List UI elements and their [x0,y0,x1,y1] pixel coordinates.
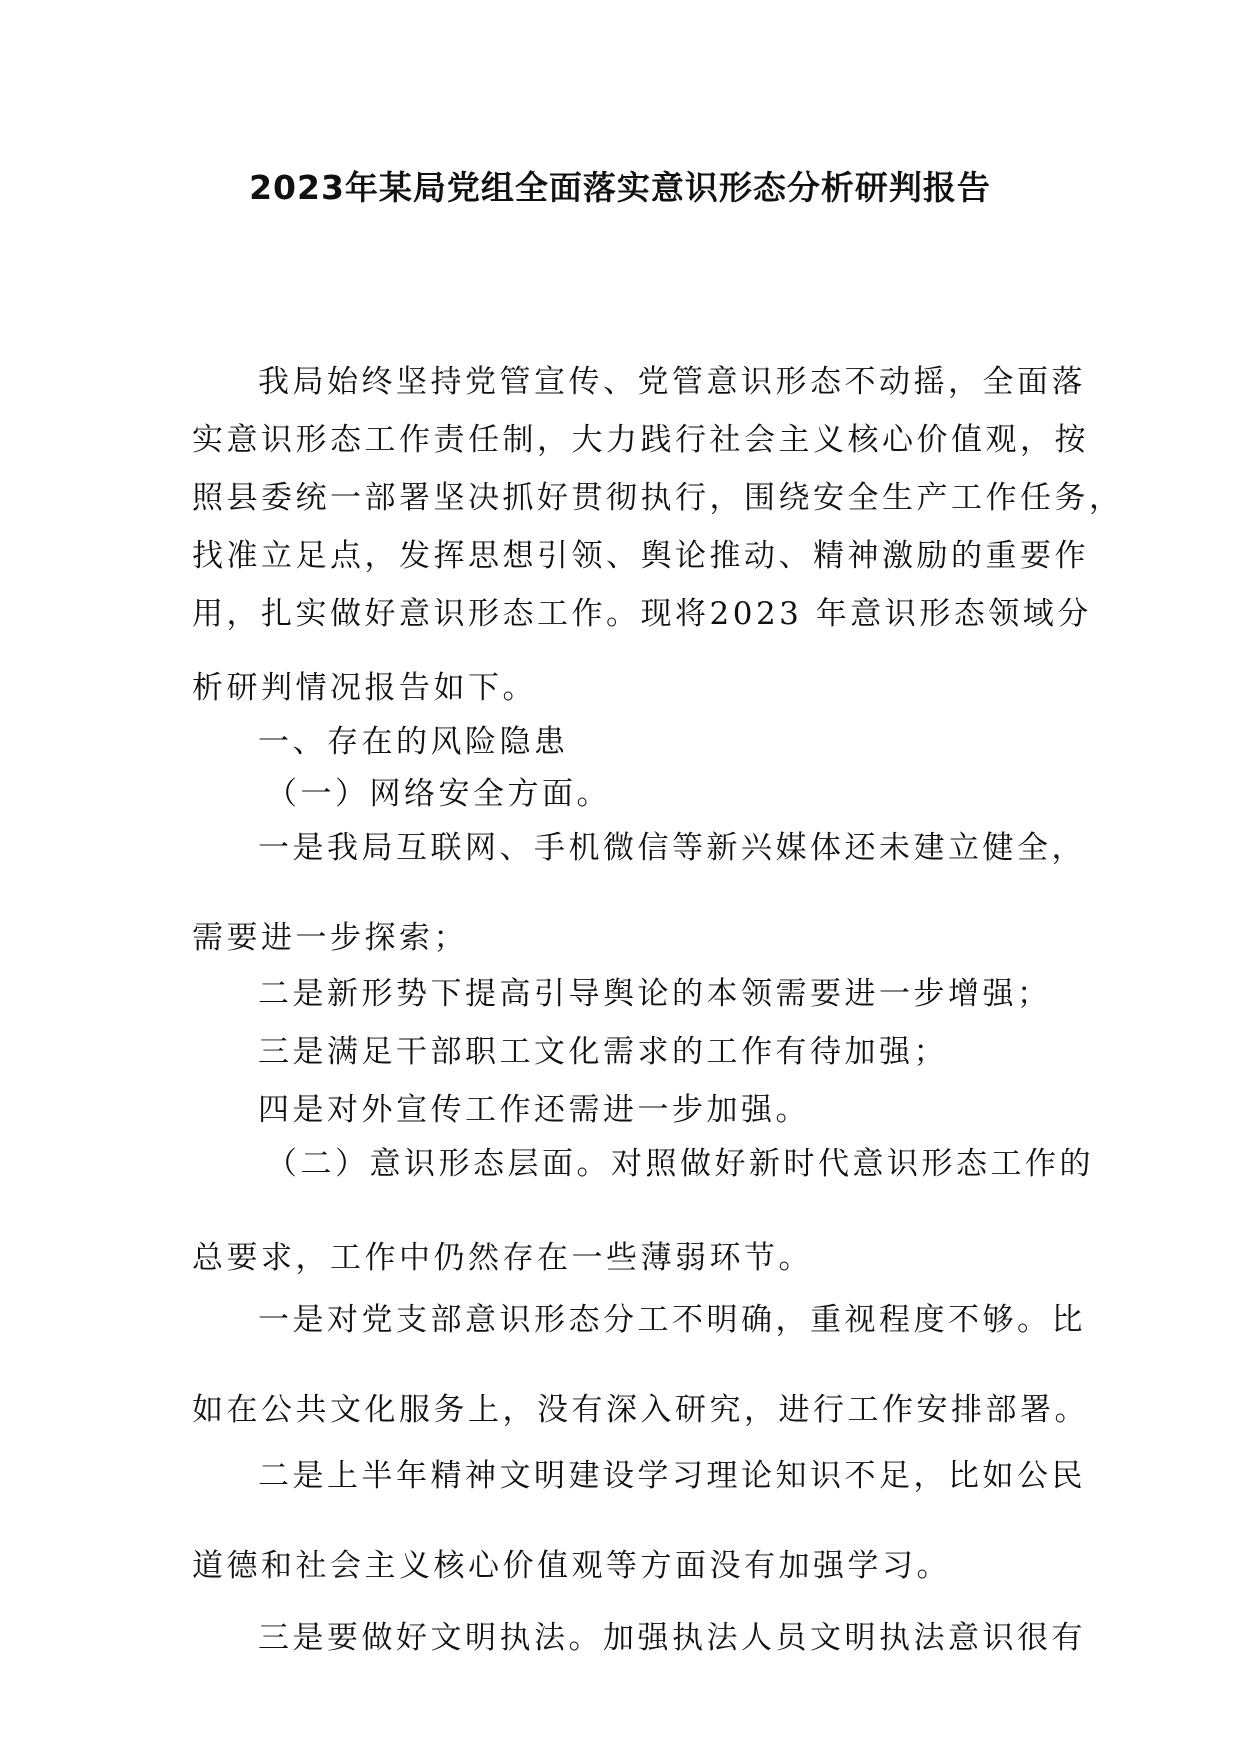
paragraph-line: 照县委统一部署坚决抓好贯彻执行，围绕安全生产工作任务， [192,480,1124,516]
paragraph-line: 用，扎实做好意识形态工作。现将2023 年意识形态领域分 [192,596,1092,632]
paragraph-line: 析研判情况报告如下。 [192,670,537,706]
subsection-heading: （一）网络安全方面。 [266,776,611,812]
document-title: 2023年某局党组全面落实意识形态分析研判报告 [249,168,991,207]
paragraph-line: 三是要做好文明执法。加强执法人员文明执法意识很有 [258,1620,1086,1656]
paragraph-line: 一是我局互联网、手机微信等新兴媒体还未建立健全， [258,830,1086,866]
paragraph-line: 四是对外宣传工作还需进一步加强。 [258,1092,810,1128]
paragraph-line: 二是新形势下提高引导舆论的本领需要进一步增强； [258,976,1052,1012]
paragraph-line: 找准立足点，发挥思想引领、舆论推动、精神激励的重要作 [192,538,1089,574]
paragraph-line: 二是上半年精神文明建设学习理论知识不足，比如公民 [258,1458,1086,1494]
paragraph-line: 需要进一步探索； [192,920,468,956]
paragraph-line: 一是对党支部意识形态分工不明确，重视程度不够。比 [258,1302,1086,1338]
paragraph-line: 道德和社会主义核心价值观等方面没有加强学习。 [192,1548,951,1584]
subsection-heading: （二）意识形态层面。对照做好新时代意识形态工作的 [266,1146,1094,1182]
paragraph-line: 三是满足干部职工文化需求的工作有待加强； [258,1034,948,1070]
paragraph-line: 实意识形态工作责任制，大力践行社会主义核心价值观，按 [192,422,1089,458]
paragraph-line: 总要求，工作中仍然存在一些薄弱环节。 [192,1240,813,1276]
paragraph-line: 如在公共文化服务上，没有深入研究，进行工作安排部署。 [192,1392,1089,1428]
section-heading: 一、存在的风险隐患 [258,724,569,760]
paragraph-line: 我局始终坚持党管宣传、党管意识形态不动摇，全面落 [258,364,1086,400]
